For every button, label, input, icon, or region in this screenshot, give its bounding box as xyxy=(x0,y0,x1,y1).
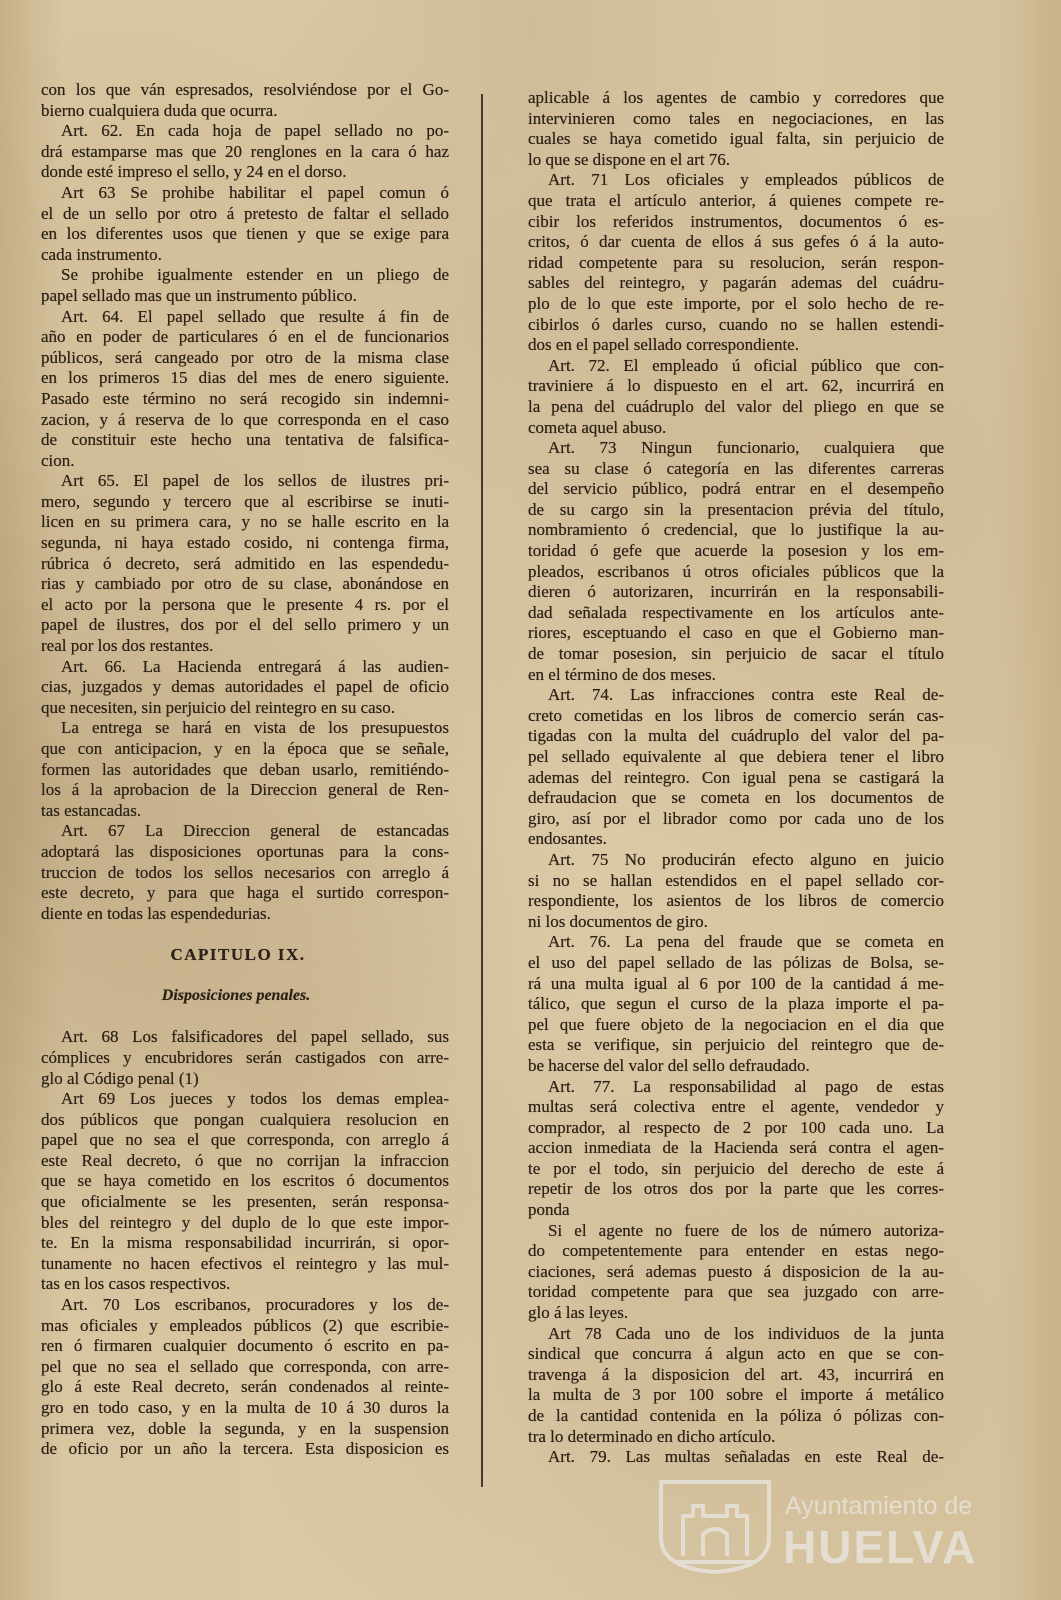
text-line: traviniere á lo dispuesto en el art. 62, incurrirá en xyxy=(528,376,944,396)
text-line: cada instrumento. xyxy=(41,244,162,264)
text-line: Art 63 Se prohibe habilitar el papel comun ó xyxy=(61,182,449,202)
text-line: donde esté impreso el sello, y 24 en el dorso. xyxy=(41,162,347,182)
watermark-institution-text: Ayuntamiento de xyxy=(785,1492,973,1520)
text-line: que necesiten, sin perjuicio del reintegro en su caso. xyxy=(41,697,396,717)
text-line: lo que se dispone en el art 76. xyxy=(528,149,731,169)
text-line: Art. 66. La Hacienda entregará á las audien- xyxy=(61,656,449,676)
paragraph xyxy=(41,265,449,306)
text-line: bierno cualquiera duda que ocurra. xyxy=(41,100,278,120)
text-line: de la cantidad contenida en la póliza ó pólizas con- xyxy=(528,1406,944,1425)
paragraph xyxy=(528,88,944,170)
text-line: rá una multa igual al 6 por 100 de la cantidad á me- xyxy=(528,973,944,993)
text-line: real por los dos restantes. xyxy=(41,636,214,656)
text-line: sea su clase ó categoría en las diferentes carreras xyxy=(528,458,944,478)
text-line: Art. 76. La pena del fraude que se cometa en xyxy=(548,932,944,952)
text-line: dos en el papel sellado correspondiente. xyxy=(528,335,799,355)
text-line: tas en los casos respectivos. xyxy=(41,1274,231,1294)
paragraph xyxy=(528,170,944,355)
text-line: glo al Código penal (1) xyxy=(41,1068,199,1088)
text-line: giro, así por el librador como por cada uno de los xyxy=(528,808,944,828)
text-line: con los que ván espresados, resolviéndose por el Go- xyxy=(41,80,449,99)
text-line: endosantes. xyxy=(528,829,607,849)
text-line: critos, ó dar cuenta de ellos á sus gefes ó á la auto- xyxy=(528,232,944,252)
text-line: Art. 70 Los escribanos, procuradores y los de- xyxy=(61,1295,449,1315)
text-line: nombramiento ó credencial, que lo justifique la au- xyxy=(528,520,944,540)
text-line: si no se hallan estendidos en el papel sellado cor- xyxy=(528,870,944,890)
text-line: Art. 68 Los falsificadores del papel sellado, sus xyxy=(61,1027,449,1047)
text-line: te. En la misma responsabilidad incurrirán, si opor- xyxy=(41,1233,449,1253)
right-column xyxy=(528,88,944,1468)
text-line: ren ó firmaren cualquier documento ó escrito en pa- xyxy=(41,1336,449,1356)
text-line: cometa aquel abuso. xyxy=(528,417,667,437)
text-line: que con anticipacion, y en la época que se señale, xyxy=(41,739,449,758)
text-line: Art. 75 No producirán efecto alguno en juicio xyxy=(548,849,944,869)
text-line: pleados, escribanos ú otros oficiales públicos que la xyxy=(528,561,944,581)
text-line: Art 69 Los jueces y todos los demas emplea- xyxy=(61,1089,449,1109)
text-line: cómplices y encubridores serán castigados con arre- xyxy=(41,1047,449,1067)
text-line: Art. 67 La Direccion general de estancadas xyxy=(61,821,449,841)
text-line: tunamente no hacen efectivos el reintegro y las mul- xyxy=(41,1253,449,1273)
paragraph xyxy=(41,1295,449,1460)
text-line: glo á las leyes. xyxy=(528,1303,629,1323)
text-line: que se haya cometido en los escritos ó documentos xyxy=(41,1171,449,1191)
paragraph xyxy=(528,850,944,932)
paragraph xyxy=(528,1447,944,1468)
text-line: accion inmediata de la Hacienda será contra el agen- xyxy=(528,1138,944,1158)
text-line: dieren ó autorizaren, incurrirán en la responsabili- xyxy=(528,582,944,602)
text-line: cibirlos ó darles curso, cuando no se hallen estendi- xyxy=(528,314,944,334)
paragraph xyxy=(528,932,944,1076)
text-line: bles del reintegro y del duplo de lo que este impor- xyxy=(41,1212,449,1232)
paragraph xyxy=(41,821,449,924)
text-line: en los diferentes usos que tienen y que se exige para xyxy=(41,224,449,244)
text-line: gro en todo caso, y en la multa de 10 á 30 duros la xyxy=(41,1398,449,1417)
text-line: primera vez, doble la segunda, y en la suspension xyxy=(41,1418,449,1438)
text-line: multas será colectiva entre el agente, vendedor y xyxy=(528,1097,944,1117)
paragraph xyxy=(41,307,449,472)
text-line: públicos, será cangeado por otro de la misma clase xyxy=(41,347,449,367)
paragraph xyxy=(41,1089,449,1295)
paragraph xyxy=(41,80,449,121)
text-line: toridad competente para que sea juzgado con arre- xyxy=(528,1282,944,1302)
left-column xyxy=(41,80,449,1460)
text-line: ciaciones, será ademas puesto á disposicion de la au- xyxy=(528,1261,944,1281)
text-line: te por el todo, sin perjuicio del derecho de este á xyxy=(528,1158,944,1178)
text-line: de su cargo sin la presentacion prévia del título, xyxy=(528,499,944,519)
text-line: cion. xyxy=(41,450,75,470)
paragraph xyxy=(528,1077,944,1221)
text-line: Si el agente no fuere de los de número autoriza- xyxy=(548,1220,944,1240)
text-line: cibir los referidos instrumentos, documentos ó es- xyxy=(528,211,944,231)
text-line: el de un sello por otro á pretesto de faltar el sellado xyxy=(41,203,449,223)
text-line: mero, segundo y tercero que al escribirse se inuti- xyxy=(41,491,449,511)
text-line: rúbrica ó decreto, será admitido en las espendedu- xyxy=(41,553,449,573)
text-line: Art. 64. El papel sellado que resulte á fin de xyxy=(61,306,449,326)
text-line: sindical que concurra á algun acto en que se con- xyxy=(528,1344,944,1364)
text-line: cuales se haya cometido igual falta, sin perjuicio de xyxy=(528,129,944,149)
text-line: papel de ilustres, dos por el del sello primero y un xyxy=(41,615,449,635)
paragraph xyxy=(41,471,449,656)
text-line: ponda xyxy=(528,1200,570,1220)
text-line: Art. 72. El empleado ú oficial público que con- xyxy=(548,355,944,375)
text-line: respondiente, los asientos de los libros de comercio xyxy=(528,891,944,911)
paragraph xyxy=(41,718,449,821)
text-line: creto cometidas en los libros de comercio serán cas- xyxy=(528,705,944,725)
paragraph xyxy=(528,1221,944,1324)
text-line: Art 65. El papel de los sellos de ilustres pri- xyxy=(61,471,449,491)
text-line: Art. 73 Ningun funcionario, cualquiera que xyxy=(548,438,944,458)
paragraph xyxy=(41,1027,449,1089)
text-line: tálico, que segun el curso de la plaza importe el pa- xyxy=(528,994,944,1014)
text-line: travenga á la disposicion del art. 43, incurrirá en xyxy=(528,1364,944,1384)
text-line: Pasado este término no será recogido sin indemni- xyxy=(41,388,449,408)
paragraph xyxy=(528,438,944,685)
text-line: toridad ó gefe que acuerde la posesion y los em- xyxy=(528,541,944,561)
text-line: ademas del reintegro. Con igual pena se castigará la xyxy=(528,767,944,787)
text-line: do competentemente para entender en estas nego- xyxy=(528,1241,944,1261)
text-line: La entrega se hará en vista de los presupuestos xyxy=(61,718,449,738)
text-line: segunda, ni haya estado cosido, ni contenga firma, xyxy=(41,533,449,553)
text-line: papel sellado mas que un instrumento público. xyxy=(41,285,357,305)
text-line: Art. 79. Las multas señaladas en este Real de- xyxy=(548,1447,944,1467)
text-line: sables del reintegro, y pagarán ademas del cuádru- xyxy=(528,273,944,293)
city-crest-icon xyxy=(653,1476,777,1576)
text-line: comprador, al respecto de 2 por 100 cada uno. La xyxy=(528,1117,944,1137)
text-line: tas estancadas. xyxy=(41,800,142,820)
text-line: la multa de 3 por 100 sobre el importe á metálico xyxy=(528,1385,944,1405)
text-line: que trata el artículo anterior, á quienes compete re- xyxy=(528,190,944,210)
text-line: plo de lo que este importe, por el solo hecho de re- xyxy=(528,293,944,313)
text-line: Art 78 Cada uno de los individuos de la junta xyxy=(548,1323,944,1343)
text-line: este Real decreto, ó que no corrijan la infraccion xyxy=(41,1150,449,1170)
text-line: dos públicos que pongan cualquiera resolucion en xyxy=(41,1109,449,1129)
text-line: adoptará las disposiciones oportunas para la cons- xyxy=(41,841,449,861)
text-line: de oficio por un año la tercera. Esta disposicion es xyxy=(41,1439,449,1459)
text-line: los á la aprobacion de la Direccion general de Ren- xyxy=(41,780,449,800)
text-line: en los primeros 15 dias del mes de enero siguiente. xyxy=(41,368,449,388)
section-heading: Disposiciones penales. xyxy=(161,987,311,1005)
text-line: Art. 71 Los oficiales y empleados públicos de xyxy=(548,170,944,190)
paragraph xyxy=(41,121,449,183)
huelva-watermark xyxy=(653,1476,983,1580)
text-line: el acto por la persona que le presente 4 rs. por el xyxy=(41,594,449,614)
text-line: pel que fuere objeto de la negociacion en el dia que xyxy=(528,1014,944,1034)
text-line: del servicio público, podrá entrar en el desempeño xyxy=(528,479,944,499)
text-line: repetir de los otros dos por la parte que les corres- xyxy=(528,1179,944,1199)
text-line: la pena del cuádruplo del valor del pliego en que se xyxy=(528,396,944,416)
text-line: mas oficiales y empleados públicos (2) que escribie- xyxy=(41,1315,449,1335)
text-line: Art. 74. Las infracciones contra este Real de- xyxy=(548,685,944,705)
paragraph xyxy=(528,685,944,850)
text-line: intervinieren como tales en negociaciones, en las xyxy=(528,108,944,128)
paragraph xyxy=(41,657,449,719)
paragraph xyxy=(528,356,944,438)
text-line: de constituir este hecho una tentativa de falsifica- xyxy=(41,430,449,450)
watermark-city-text: HUELVA xyxy=(783,1521,978,1573)
text-line: glo á este Real decreto, serán condenados al reinte- xyxy=(41,1377,449,1397)
text-line: año en poder de particulares ó en el de funcionarios xyxy=(41,327,449,347)
text-line: tra lo determinado en dicho artículo. xyxy=(528,1426,776,1446)
paragraph xyxy=(41,183,449,265)
column-divider xyxy=(481,94,483,1487)
text-line: cias, juzgados y demas autoridades el papel de oficio xyxy=(41,677,449,697)
text-line: el uso del papel sellado de las pólizas de Bolsa, se- xyxy=(528,952,944,972)
text-line: de tomar posesion, sin perjuicio de sacar el título xyxy=(528,644,944,664)
chapter-heading: CAPITULO IX. xyxy=(170,944,306,964)
text-line: papel que no sea el que corresponda, con arreglo á xyxy=(41,1130,449,1150)
text-line: truccion de todos los sellos necesarios con arreglo á xyxy=(41,862,449,882)
text-line: que oficialmente se les presenten, serán responsa- xyxy=(41,1192,449,1212)
text-line: be hacerse del valor del sello defraudado. xyxy=(528,1055,810,1075)
text-line: zacion, y á reserva de lo que corresponda en el caso xyxy=(41,409,449,429)
text-line: Art. 62. En cada hoja de papel sellado no po- xyxy=(61,121,449,141)
text-line: pel sellado equivalente al que debiera tener el libro xyxy=(528,747,944,766)
text-line: rias y cambiado por otro de su clase, abonándose en xyxy=(41,574,449,594)
text-line: este decreto, y para que haga el surtido correspon- xyxy=(41,883,449,903)
text-line: esta se verifique, sin perjuicio del reintegro que de- xyxy=(528,1035,944,1055)
text-line: riores, esceptuando el caso en que el Gobierno man- xyxy=(528,623,944,643)
text-line: ridad competente para su resolucion, serán respon- xyxy=(528,252,944,272)
text-line: drá estamparse mas que 20 renglones en la cara ó haz xyxy=(41,141,449,161)
text-line: ni los documentos de giro. xyxy=(528,911,708,931)
text-line: formen las autoridades que deban usarlo, remitiéndo- xyxy=(41,759,449,779)
text-line: tigadas con la multa del cuádruplo del valor del pa- xyxy=(528,726,944,746)
text-line: defraudacion que se cometa en los documentos de xyxy=(528,788,944,808)
text-line: dad señalada respectivamente en los artículos ante- xyxy=(528,602,944,622)
text-line: Art. 77. La responsabilidad al pago de estas xyxy=(548,1076,944,1096)
text-line: diente en todas las espendedurias. xyxy=(41,903,271,923)
paragraph xyxy=(528,1324,944,1448)
text-line: licen en su primera cara, y no se halle escrito en la xyxy=(41,512,449,532)
text-line: pel que no sea el sellado que corresponda, con arre- xyxy=(41,1356,449,1376)
text-line: en el término de dos meses. xyxy=(528,664,716,684)
text-line: Se prohibe igualmente estender en un pliego de xyxy=(61,265,449,285)
text-line: aplicable á los agentes de cambio y corredores que xyxy=(528,88,944,107)
